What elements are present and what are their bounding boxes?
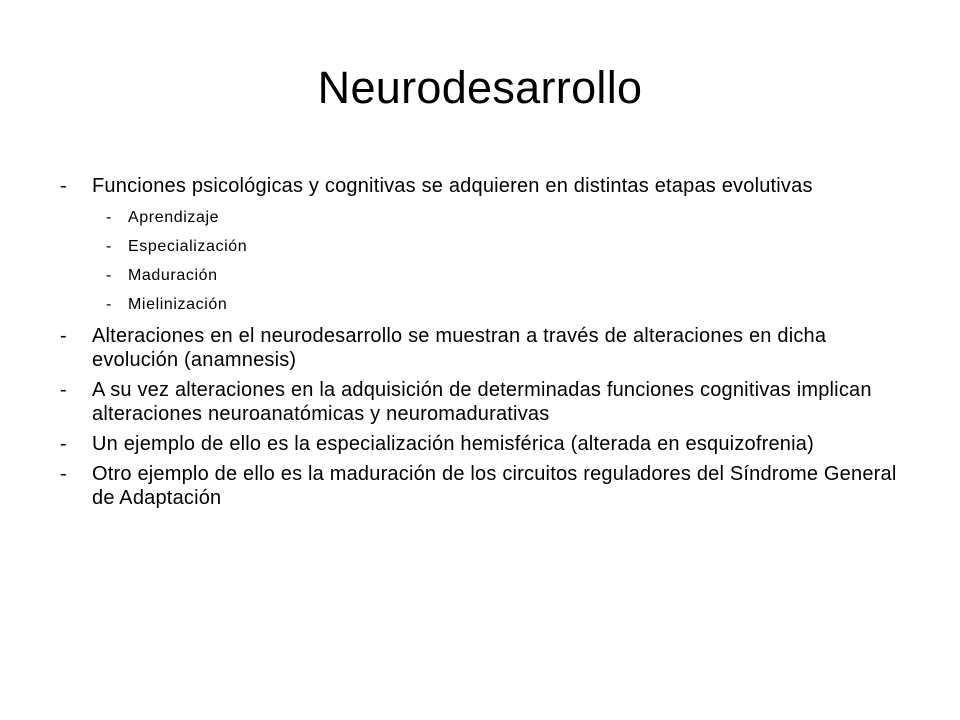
bullet-item — [56, 174, 916, 198]
bullet-text: A su vez alteraciones en la adquisición de determinadas funciones cognitivas implican alteraciones neuroanatómicas y neuromadurativas — [92, 379, 872, 425]
bullet-marker: - — [60, 175, 67, 197]
bullet-text: Un ejemplo de ello es la especialización hemisférica (alterada en esquizofrenia) — [92, 433, 814, 455]
sub-bullet-text: Mielinización — [128, 296, 228, 313]
bullet-list — [56, 174, 916, 516]
bullet-marker: - — [60, 325, 67, 347]
sub-bullet-marker: - — [106, 267, 112, 284]
sub-bullet-text: Especialización — [128, 238, 248, 255]
bullet-text: Alteraciones en el neurodesarrollo se muestran a través de alteraciones en dicha evolución (anamnesis) — [92, 325, 827, 371]
sub-bullet-item — [56, 237, 916, 257]
sub-bullet-marker: - — [106, 238, 112, 255]
bullet-item — [56, 324, 916, 372]
slide-title: Neurodesarrollo — [317, 62, 643, 113]
bullet-marker: - — [60, 379, 67, 401]
bullet-text: Funciones psicológicas y cognitivas se adquieren en distintas etapas evolutivas — [92, 175, 813, 197]
bullet-marker: - — [60, 433, 67, 455]
sub-bullet-item — [56, 266, 916, 286]
bullet-item — [56, 378, 916, 426]
bullet-marker: - — [60, 463, 67, 485]
sub-bullet-text: Maduración — [128, 267, 218, 284]
bullet-item — [56, 462, 916, 510]
sub-bullet-marker: - — [106, 296, 112, 313]
sub-bullet-item — [56, 295, 916, 315]
bullet-text: Otro ejemplo de ello es la maduración de los circuitos reguladores del Síndrome General de Adaptación — [92, 463, 897, 509]
sub-bullet-item — [56, 208, 916, 228]
sub-bullet-marker: - — [106, 209, 112, 226]
sub-bullet-text: Aprendizaje — [128, 209, 220, 226]
bullet-item — [56, 432, 916, 456]
